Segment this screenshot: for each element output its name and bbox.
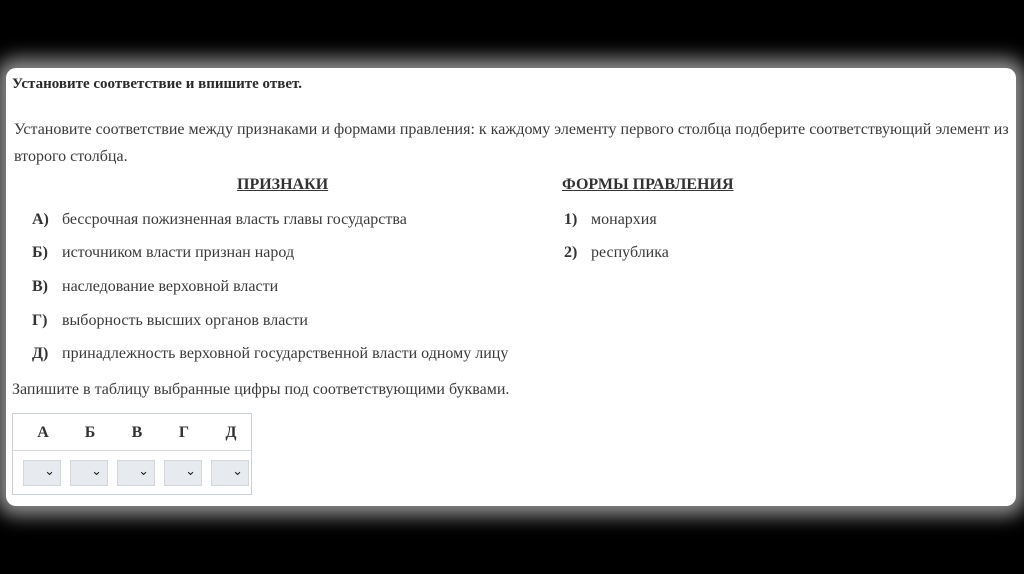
answer-select-g[interactable] — [164, 460, 202, 486]
feature-item — [32, 345, 508, 363]
form-item — [564, 244, 669, 262]
feature-letter: В) — [32, 278, 48, 295]
feature-text: источником власти признан народ — [62, 244, 295, 261]
feature-item — [32, 312, 308, 330]
forms-column-title: ФОРМЫ ПРАВЛЕНИЯ — [562, 176, 734, 193]
chevron-down-icon: ⌄ — [185, 464, 196, 479]
answer-column-header: Б — [84, 424, 96, 441]
task-heading: Установите соответствие и впишите ответ. — [12, 76, 302, 92]
answer-table — [12, 413, 252, 495]
chevron-down-icon: ⌄ — [232, 464, 243, 479]
feature-letter: Д) — [32, 345, 49, 362]
feature-text: бессрочная пожизненная власть главы государства — [62, 211, 407, 228]
answer-instruction: Запишите в таблицу выбранные цифры под соответствующими буквами. — [12, 381, 510, 398]
feature-letter: Б) — [32, 244, 48, 261]
feature-letter: Г) — [32, 312, 48, 329]
form-number: 1) — [564, 211, 578, 228]
form-text: монархия — [591, 211, 657, 228]
form-text: республика — [591, 244, 669, 261]
chevron-down-icon: ⌄ — [91, 464, 102, 479]
answer-select-a[interactable] — [23, 460, 61, 486]
task-instruction: Установите соответствие между признаками и формами правления: к каждому элементу первого столбца подберите соответствующий элемент из второго столбца. — [14, 121, 1009, 165]
answer-select-d[interactable] — [211, 460, 249, 486]
features-column-title: ПРИЗНАКИ — [237, 176, 329, 193]
answer-column-header: А — [37, 424, 49, 441]
feature-text: принадлежность верховной государственной власти одному лицу — [62, 345, 509, 362]
feature-item — [32, 278, 278, 296]
answer-column-header: Д — [225, 424, 237, 441]
chevron-down-icon: ⌄ — [44, 464, 55, 479]
feature-letter: А) — [32, 211, 49, 228]
form-number: 2) — [564, 244, 578, 261]
answer-column-header: Г — [178, 424, 190, 441]
answer-select-v[interactable] — [117, 460, 155, 486]
chevron-down-icon: ⌄ — [138, 464, 149, 479]
feature-text: выборность высших органов власти — [62, 312, 308, 329]
feature-item — [32, 211, 407, 229]
feature-item — [32, 244, 294, 262]
table-divider — [13, 450, 251, 451]
answer-select-b[interactable] — [70, 460, 108, 486]
task-sheet — [6, 68, 1016, 506]
answer-column-header: В — [131, 424, 143, 441]
feature-text: наследование верховной власти — [62, 278, 279, 295]
form-item — [564, 211, 657, 229]
